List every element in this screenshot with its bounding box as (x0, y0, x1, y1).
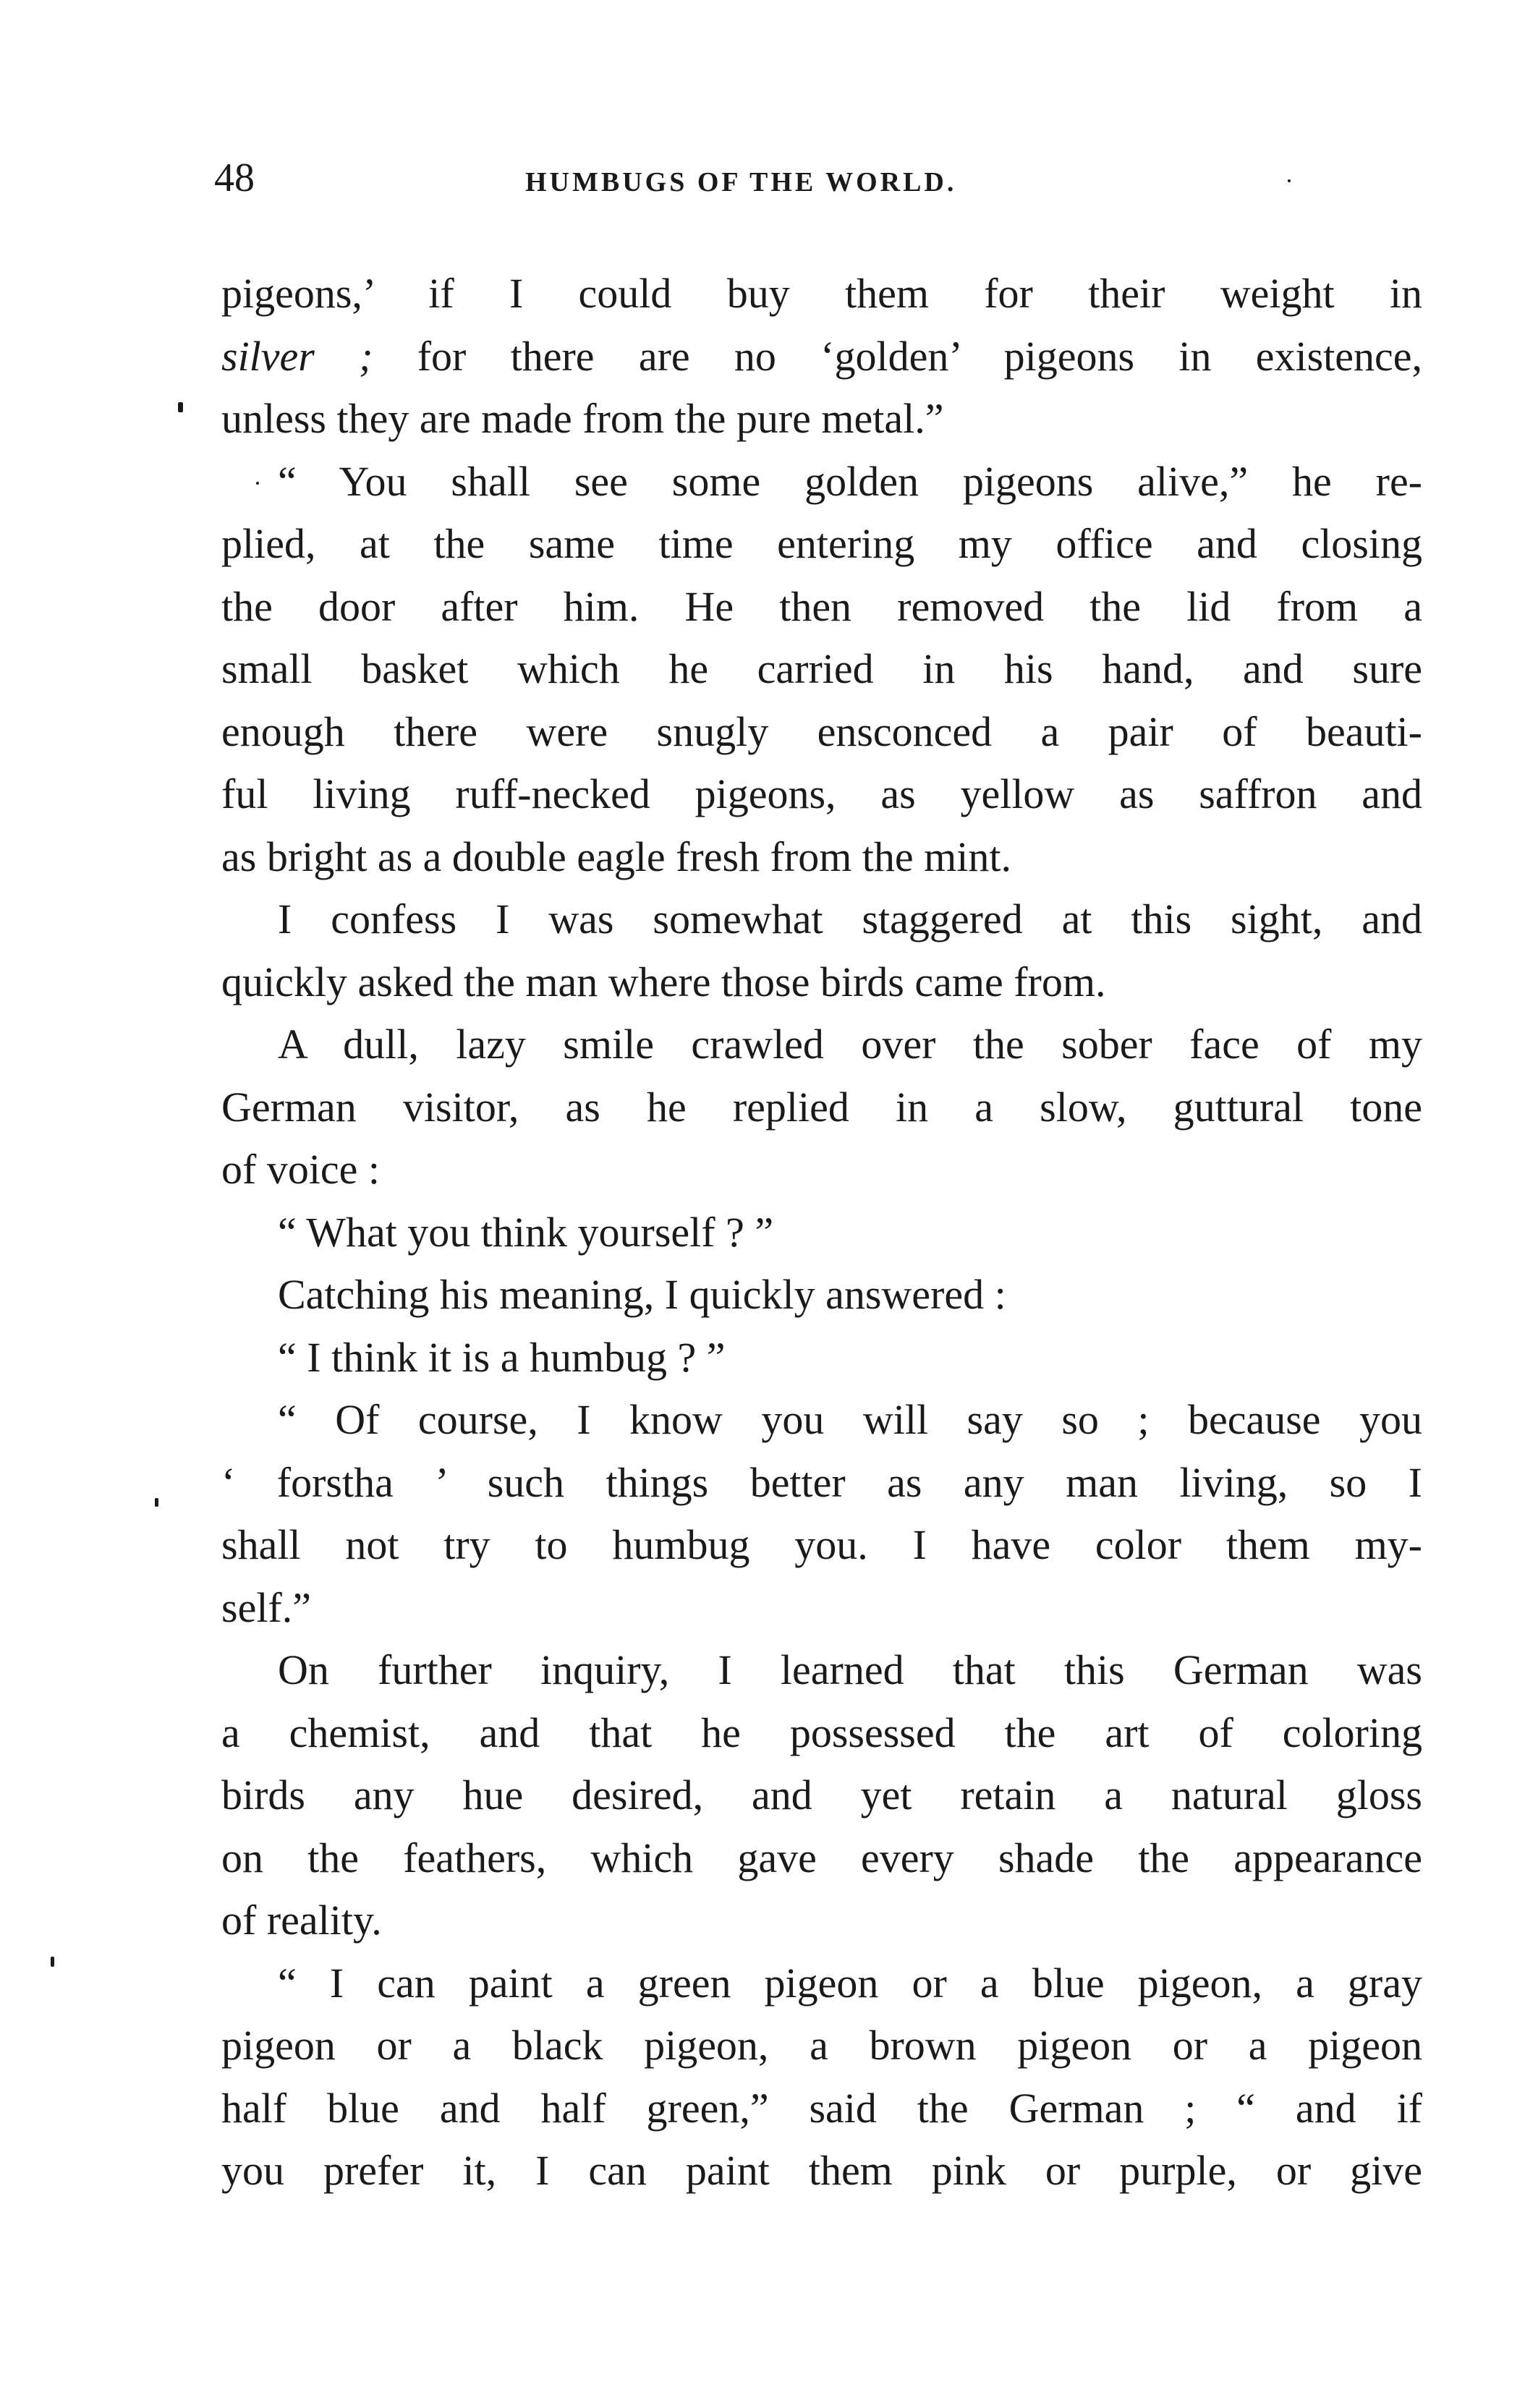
text-line: I confess I was somewhat staggered at this sight, and (278, 895, 1422, 943)
text-line: ‘ forstha ’ such things better as any man living, so I (221, 1458, 1422, 1506)
text-line: birds any hue desired, and yet retain a natural gloss (221, 1771, 1422, 1818)
ink-speck (155, 1498, 158, 1507)
text-line: you prefer it, I can paint them pink or purple, or give (221, 2147, 1422, 2194)
text-line: enough there were snugly ensconced a pair of beauti- (221, 707, 1422, 755)
text-line-rest: for there are no ‘golden’ pigeons in existence, (417, 332, 1423, 380)
italic-word: silver ; (221, 332, 373, 380)
text-line: pigeon or a black pigeon, a brown pigeon or a pigeon (221, 2022, 1422, 2069)
text-line: On further inquiry, I learned that this German was (278, 1646, 1422, 1693)
text-line: as bright as a double eagle fresh from the mint. (221, 833, 1012, 880)
ink-speck (1288, 179, 1291, 182)
text-line (221, 326, 1422, 388)
text-line: pigeons,’ if I could buy them for their weight in (221, 270, 1422, 317)
text-line: ful living ruff-necked pigeons, as yellow as saffron and (221, 770, 1422, 817)
text-line: A dull, lazy smile crawled over the sober face of my (278, 1021, 1422, 1068)
text-line: quickly asked the man where those birds came from. (221, 958, 1106, 1005)
text-line: a chemist, and that he possessed the art of coloring (221, 1709, 1422, 1756)
text-line: “ What you think yourself ? ” (278, 1208, 774, 1256)
page-header (214, 142, 1430, 207)
text-line: “ I think it is a humbug ? ” (278, 1333, 726, 1381)
text-line: unless they are made from the pure metal.” (221, 395, 944, 442)
text-line: “ Of course, I know you will say so ; because you (278, 1396, 1422, 1443)
text-line: of voice : (221, 1146, 381, 1193)
running-head: HUMBUGS OF THE WORLD. (525, 167, 957, 197)
page-number: 48 (214, 156, 255, 200)
ink-speck (178, 402, 183, 412)
text-line: the door after him. He then removed the lid from a (221, 582, 1422, 630)
text-line: of reality. (221, 1897, 382, 1944)
text-line: small basket which he carried in his hand, and sure (221, 645, 1422, 692)
text-line: plied, at the same time entering my office and closing (221, 520, 1422, 567)
text-line: “ You shall see some golden pigeons alive,” he re- (278, 457, 1422, 505)
text-line: German visitor, as he replied in a slow, guttural tone (221, 1083, 1422, 1131)
body-text (221, 263, 1422, 2203)
text-line: Catching his meaning, I quickly answered : (278, 1271, 1006, 1318)
text-line: shall not try to humbug you. I have color them my- (221, 1521, 1422, 1568)
text-line: on the feathers, which gave every shade the appearance (221, 1834, 1422, 1881)
text-line: “ I can paint a green pigeon or a blue pigeon, a gray (278, 1959, 1422, 2007)
text-line: half blue and half green,” said the German ; “ and if (221, 2084, 1422, 2132)
ink-speck (51, 1957, 54, 1967)
text-line: self.” (221, 1583, 311, 1631)
